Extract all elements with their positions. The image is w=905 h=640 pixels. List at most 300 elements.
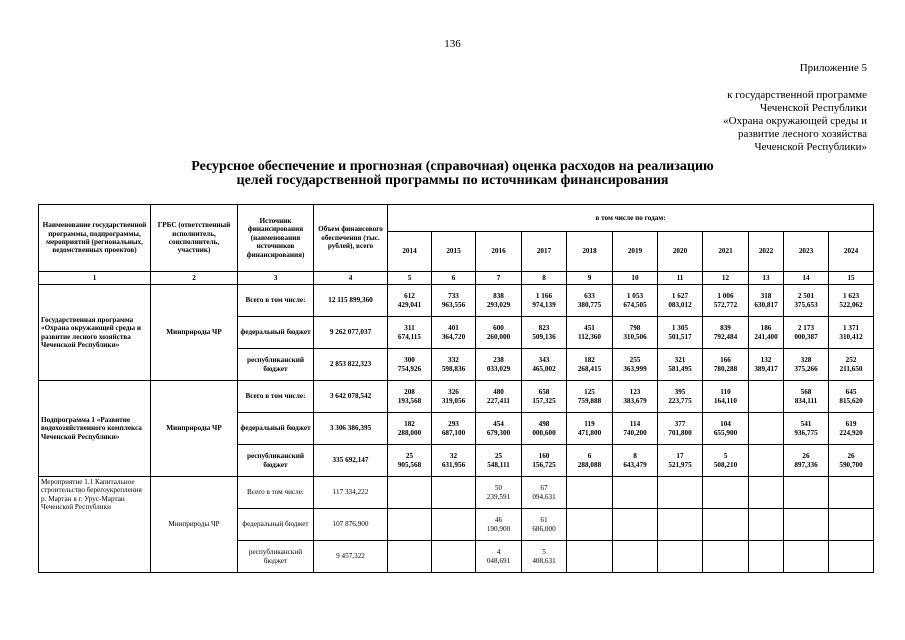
source-cell: Всего в том числе: <box>238 285 314 317</box>
value-part: 321 <box>674 356 686 365</box>
year-value-cell <box>658 445 703 477</box>
value-part: 186 <box>760 324 772 333</box>
year-value-cell <box>522 445 567 477</box>
header-year: 2014 <box>388 232 432 272</box>
value-part: 380,775 <box>577 300 602 309</box>
value-part: 897,336 <box>794 460 818 469</box>
year-value-cell <box>829 509 874 541</box>
year-value-cell <box>829 541 874 573</box>
value-part: 50 <box>494 484 503 493</box>
year-value-cell <box>388 541 432 573</box>
column-number: 3 <box>238 272 314 285</box>
value-part: 182 <box>404 420 415 429</box>
value-part: 838 <box>493 292 504 301</box>
year-value-cell <box>749 381 784 413</box>
value-part: 114 <box>629 420 641 429</box>
value-part: 238 <box>493 356 504 365</box>
value-part: 255 <box>629 356 641 365</box>
value-part: 612 <box>404 292 415 301</box>
table-row <box>39 285 874 317</box>
year-value-cell <box>432 413 476 445</box>
value-part: 572,772 <box>713 300 738 309</box>
year-value-cell <box>613 317 658 349</box>
value-part: 674,505 <box>623 300 647 309</box>
year-value-cell <box>567 413 613 445</box>
year-value-cell <box>613 349 658 381</box>
value-part: 834,111 <box>794 396 818 405</box>
value-part: 645 <box>845 388 857 397</box>
value-part: 364,720 <box>441 332 466 341</box>
header-year: 2022 <box>749 232 784 272</box>
value-part: 936,775 <box>794 428 818 437</box>
year-value-cell <box>613 381 658 413</box>
year-value-cell <box>784 477 829 509</box>
table-row <box>39 381 874 413</box>
grbs-cell: Минприроды ЧР <box>151 285 238 381</box>
value-part: 288,088 <box>577 460 602 469</box>
value-part: 166 <box>720 356 731 365</box>
value-part: 326 <box>448 388 459 397</box>
year-value-cell <box>432 349 476 381</box>
value-part: 509,136 <box>532 332 556 341</box>
value-part: 619 <box>845 420 857 429</box>
value-part: 6 <box>587 452 592 461</box>
value-part: 156,725 <box>532 460 556 469</box>
financing-table <box>38 204 874 573</box>
year-value-cell <box>829 477 874 509</box>
value-part: 293,029 <box>486 300 511 309</box>
year-value-cell <box>522 477 567 509</box>
year-value-cell <box>522 413 567 445</box>
value-part: 328 <box>800 356 812 365</box>
year-value-cell <box>432 381 476 413</box>
value-part: 1 371 <box>842 324 860 333</box>
value-part: 164,110 <box>714 396 737 405</box>
year-value-cell <box>658 381 703 413</box>
value-part: 46 <box>494 516 503 525</box>
value-part: 498 <box>538 420 550 429</box>
page-number: 136 <box>444 38 461 50</box>
program-name-cell: Мероприятие 1.1 Капитальное строительство берегоукрепления р. Мартан в г. Урус-Мартан Чеченской Республики <box>39 477 151 573</box>
year-value-cell <box>432 445 476 477</box>
value-part: 083,012 <box>668 300 692 309</box>
year-value-cell <box>658 349 703 381</box>
column-number: 15 <box>829 272 874 285</box>
header-total: Объем финансового обеспечения (тыс. рублей), всего <box>314 205 388 272</box>
grbs-cell: Минприроды ЧР <box>151 381 238 477</box>
year-value-cell <box>388 317 432 349</box>
column-number: 4 <box>314 272 388 285</box>
value-part: 471,800 <box>577 428 602 437</box>
year-value-cell <box>658 541 703 573</box>
year-value-cell <box>749 509 784 541</box>
value-part: 974,139 <box>532 300 556 309</box>
value-part: 000,387 <box>794 332 818 341</box>
value-part: 454 <box>493 420 504 429</box>
value-part: 679,300 <box>486 428 511 437</box>
column-number: 14 <box>784 272 829 285</box>
value-part: 193,568 <box>397 396 422 405</box>
program-name-cell: Государственная программа «Охрана окружающей среды и развитие лесного хозяйства Чеченской Республики» <box>39 285 151 381</box>
year-value-cell <box>784 317 829 349</box>
value-part: 451 <box>584 324 595 333</box>
year-value-cell <box>749 445 784 477</box>
value-part: 260,000 <box>486 332 511 341</box>
value-part: 733 <box>448 292 459 301</box>
header-year: 2020 <box>658 232 703 272</box>
value-part: 318 <box>760 292 772 301</box>
year-value-cell <box>388 285 432 317</box>
value-part: 332 <box>448 356 459 365</box>
value-part: 190,900 <box>486 524 511 533</box>
value-part: 754,926 <box>397 364 422 373</box>
value-part: 815,620 <box>839 396 863 405</box>
value-part: 211,650 <box>839 364 863 373</box>
value-part: 655,900 <box>713 428 738 437</box>
document-title-line: целей государственной программы по источникам финансирования <box>236 173 669 188</box>
column-number: 9 <box>567 272 613 285</box>
value-part: 631,956 <box>441 460 466 469</box>
source-cell: федеральный бюджет <box>238 413 314 445</box>
year-value-cell <box>658 509 703 541</box>
header-years-group: в том числе по годам: <box>388 205 874 232</box>
year-value-cell <box>829 349 874 381</box>
document-title <box>0 160 905 188</box>
value-part: 310,506 <box>623 332 647 341</box>
year-value-cell <box>567 317 613 349</box>
year-value-cell <box>703 413 749 445</box>
year-value-cell <box>703 349 749 381</box>
header-source: Источник финансирования (наименования источников финансирования) <box>238 205 314 272</box>
header-year: 2018 <box>567 232 613 272</box>
value-part: 1 305 <box>671 324 689 333</box>
year-value-cell <box>432 541 476 573</box>
value-part: 963,556 <box>441 300 466 309</box>
value-part: 110 <box>720 388 731 397</box>
table-row <box>39 477 874 509</box>
value-part: 1 166 <box>535 292 553 301</box>
year-value-cell <box>613 445 658 477</box>
value-part: 2 173 <box>797 324 815 333</box>
year-value-cell <box>829 413 874 445</box>
total-cell: 2 853 822,323 <box>314 349 388 381</box>
value-part: 25 <box>494 452 503 461</box>
year-value-cell <box>432 285 476 317</box>
year-value-cell <box>522 349 567 381</box>
source-cell: Всего в том числе: <box>238 381 314 413</box>
value-part: 223,775 <box>668 396 692 405</box>
year-value-cell <box>749 349 784 381</box>
value-part: 300 <box>404 356 415 365</box>
year-value-cell <box>703 381 749 413</box>
year-value-cell <box>613 509 658 541</box>
source-cell: Всего в том числе: <box>238 477 314 509</box>
year-value-cell <box>476 413 522 445</box>
value-part: 568 <box>800 388 812 397</box>
value-part: 094,631 <box>532 492 556 501</box>
value-part: 157,325 <box>532 396 556 405</box>
total-cell: 117 334,222 <box>314 477 388 509</box>
value-part: 548,111 <box>487 460 510 469</box>
value-part: 581,495 <box>668 364 692 373</box>
year-value-cell <box>829 285 874 317</box>
value-part: 643,479 <box>623 460 647 469</box>
value-part: 208 <box>404 388 415 397</box>
year-value-cell <box>749 541 784 573</box>
column-number: 6 <box>432 272 476 285</box>
year-value-cell <box>784 285 829 317</box>
column-number: 13 <box>749 272 784 285</box>
year-value-cell <box>784 445 829 477</box>
year-value-cell <box>749 317 784 349</box>
year-value-cell <box>749 285 784 317</box>
year-value-cell <box>749 477 784 509</box>
value-part: 1 623 <box>842 292 860 301</box>
value-part: 674,115 <box>398 332 421 341</box>
value-part: 17 <box>676 452 684 461</box>
value-part: 687,100 <box>441 428 466 437</box>
value-part: 5 <box>542 548 546 557</box>
year-value-cell <box>658 285 703 317</box>
year-value-cell <box>522 541 567 573</box>
year-value-cell <box>613 541 658 573</box>
year-value-cell <box>658 413 703 445</box>
year-value-cell <box>703 541 749 573</box>
value-part: 759,888 <box>577 396 602 405</box>
year-value-cell <box>567 509 613 541</box>
year-value-cell <box>703 285 749 317</box>
year-value-cell <box>613 477 658 509</box>
value-part: 241,400 <box>754 332 778 341</box>
value-part: 798 <box>629 324 641 333</box>
year-value-cell <box>388 413 432 445</box>
value-part: 363,999 <box>623 364 647 373</box>
value-part: 839 <box>720 324 731 333</box>
value-part: 123 <box>629 388 641 397</box>
appendix-line: «Охрана окружающей среды и <box>723 115 867 127</box>
source-cell: федеральный бюджет <box>238 509 314 541</box>
source-cell: республиканский бюджет <box>238 541 314 573</box>
value-part: 132 <box>760 356 772 365</box>
value-part: 823 <box>538 324 550 333</box>
column-number: 11 <box>658 272 703 285</box>
year-value-cell <box>567 349 613 381</box>
value-part: 686,000 <box>532 524 556 533</box>
year-value-cell <box>476 445 522 477</box>
value-part: 590,700 <box>839 460 863 469</box>
value-part: 182 <box>584 356 595 365</box>
appendix-line: к государственной программе <box>727 89 867 101</box>
year-value-cell <box>829 381 874 413</box>
appendix-line: Чеченской Республики» <box>754 141 867 153</box>
column-number: 12 <box>703 272 749 285</box>
value-part: 905,568 <box>397 460 422 469</box>
year-value-cell <box>703 509 749 541</box>
value-part: 119 <box>584 420 595 429</box>
total-cell: 3 642 078,542 <box>314 381 388 413</box>
year-value-cell <box>388 477 432 509</box>
header-year: 2015 <box>432 232 476 272</box>
column-number: 5 <box>388 272 432 285</box>
value-part: 465,002 <box>532 364 556 373</box>
year-value-cell <box>476 477 522 509</box>
value-part: 501,517 <box>668 332 692 341</box>
value-part: 25 <box>405 452 414 461</box>
value-part: 389,417 <box>754 364 778 373</box>
grbs-cell: Минприроды ЧР <box>151 477 238 573</box>
year-value-cell <box>476 349 522 381</box>
value-part: 239,591 <box>486 492 511 501</box>
value-part: 293 <box>448 420 459 429</box>
header-year: 2021 <box>703 232 749 272</box>
year-value-cell <box>784 381 829 413</box>
year-value-cell <box>784 349 829 381</box>
value-part: 521,975 <box>668 460 692 469</box>
year-value-cell <box>388 381 432 413</box>
total-cell: 107 876,900 <box>314 509 388 541</box>
appendix-block <box>723 62 867 154</box>
year-value-cell <box>476 541 522 573</box>
year-value-cell <box>567 445 613 477</box>
year-value-cell <box>522 509 567 541</box>
year-value-cell <box>784 541 829 573</box>
value-part: 1 627 <box>671 292 689 301</box>
source-cell: республиканский бюджет <box>238 349 314 381</box>
year-value-cell <box>784 413 829 445</box>
column-number: 7 <box>476 272 522 285</box>
value-part: 67 <box>540 484 548 493</box>
year-value-cell <box>613 413 658 445</box>
year-value-cell <box>522 381 567 413</box>
value-part: 61 <box>540 516 548 525</box>
value-part: 227,411 <box>487 396 510 405</box>
year-value-cell <box>703 445 749 477</box>
header-year: 2023 <box>784 232 829 272</box>
year-value-cell <box>567 541 613 573</box>
value-part: 4 <box>496 548 501 557</box>
appendix-line: Чеченской Республики <box>759 102 867 114</box>
value-part: 2 501 <box>797 292 815 301</box>
year-value-cell <box>476 285 522 317</box>
value-part: 375,266 <box>794 364 818 373</box>
value-part: 32 <box>449 452 458 461</box>
value-part: 541 <box>800 420 812 429</box>
value-part: 633 <box>584 292 595 301</box>
value-part: 310,412 <box>839 332 863 341</box>
column-number: 8 <box>522 272 567 285</box>
value-part: 598,836 <box>441 364 466 373</box>
year-value-cell <box>522 285 567 317</box>
source-cell: республиканский бюджет <box>238 445 314 477</box>
value-part: 1 006 <box>717 292 734 301</box>
header-year: 2016 <box>476 232 522 272</box>
value-part: 125 <box>584 388 595 397</box>
column-number: 2 <box>151 272 238 285</box>
value-part: 160 <box>538 452 550 461</box>
value-part: 033,029 <box>486 364 511 373</box>
value-part: 600 <box>493 324 504 333</box>
value-part: 480 <box>493 388 504 397</box>
header-year: 2017 <box>522 232 567 272</box>
value-part: 26 <box>802 452 810 461</box>
year-value-cell <box>658 477 703 509</box>
year-value-cell <box>432 477 476 509</box>
appendix-title: Приложение 5 <box>799 62 867 74</box>
year-value-cell <box>567 285 613 317</box>
value-part: 288,000 <box>397 428 422 437</box>
year-value-cell <box>476 509 522 541</box>
value-part: 343 <box>538 356 550 365</box>
year-value-cell <box>476 317 522 349</box>
year-value-cell <box>432 509 476 541</box>
total-cell: 335 692,147 <box>314 445 388 477</box>
year-value-cell <box>703 477 749 509</box>
column-number: 10 <box>613 272 658 285</box>
year-value-cell <box>749 413 784 445</box>
value-part: 395 <box>674 388 686 397</box>
program-name-cell: Подпрограмма 1 «Развитие водохозяйственного комплекса Чеченской Республики» <box>39 381 151 477</box>
document-title-line: Ресурсное обеспечение и прогнозная (справочная) оценка расходов на реализацию <box>191 159 714 174</box>
value-part: 522,062 <box>839 300 863 309</box>
header-year: 2024 <box>829 232 874 272</box>
year-value-cell <box>784 509 829 541</box>
total-cell: 12 115 899,360 <box>314 285 388 317</box>
value-part: 252 <box>845 356 857 365</box>
year-value-cell <box>388 509 432 541</box>
year-value-cell <box>613 285 658 317</box>
header-name: Наименование государственной программы, подпрограммы, мероприятий (региональных, ведомственных проектов) <box>39 205 151 272</box>
year-value-cell <box>703 317 749 349</box>
value-part: 104 <box>720 420 731 429</box>
value-part: 780,288 <box>713 364 738 373</box>
total-cell: 9 457,322 <box>314 541 388 573</box>
value-part: 408,631 <box>532 556 556 565</box>
header-year: 2019 <box>613 232 658 272</box>
value-part: 401 <box>448 324 459 333</box>
year-value-cell <box>476 381 522 413</box>
total-cell: 3 306 386,395 <box>314 413 388 445</box>
value-part: 1 053 <box>626 292 644 301</box>
year-value-cell <box>432 317 476 349</box>
value-part: 740,200 <box>623 428 647 437</box>
header-grbs: ГРБС (ответственный исполнитель, соисполнитель, участник) <box>151 205 238 272</box>
value-part: 508,210 <box>713 460 738 469</box>
value-part: 112,360 <box>578 332 601 341</box>
column-number: 1 <box>39 272 151 285</box>
value-part: 26 <box>847 452 855 461</box>
year-value-cell <box>829 445 874 477</box>
value-part: 792,484 <box>713 332 738 341</box>
year-value-cell <box>388 349 432 381</box>
value-part: 5 <box>723 452 728 461</box>
value-part: 429,041 <box>397 300 422 309</box>
value-part: 377 <box>674 420 686 429</box>
value-part: 375,653 <box>794 300 818 309</box>
value-part: 8 <box>633 452 637 461</box>
year-value-cell <box>567 381 613 413</box>
year-value-cell <box>388 445 432 477</box>
value-part: 311 <box>404 324 415 333</box>
value-part: 630,817 <box>754 300 778 309</box>
year-value-cell <box>658 317 703 349</box>
value-part: 268,415 <box>577 364 602 373</box>
value-part: 658 <box>538 388 550 397</box>
source-cell: федеральный бюджет <box>238 317 314 349</box>
value-part: 224,920 <box>839 428 863 437</box>
year-value-cell <box>829 317 874 349</box>
value-part: 048,691 <box>486 556 511 565</box>
total-cell: 9 262 077,037 <box>314 317 388 349</box>
